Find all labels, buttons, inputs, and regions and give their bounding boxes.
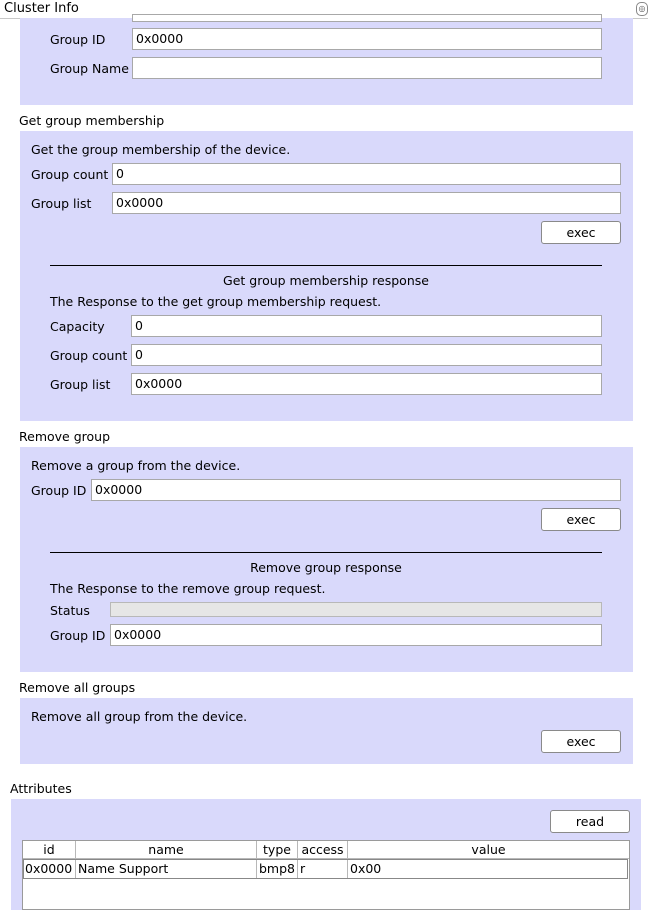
remove-group-id-input[interactable]: 0x0000 <box>91 479 621 501</box>
detach-icon[interactable]: ◎ <box>636 2 648 16</box>
remove-group-response-title: Remove group response <box>250 560 402 575</box>
status-field <box>110 602 602 617</box>
remove-group-title: Remove group <box>19 429 111 444</box>
remove-all-groups-description: Remove all group from the device. <box>31 709 248 724</box>
divider <box>50 552 602 553</box>
group-id-label: Group ID <box>50 32 106 47</box>
remove-all-groups-title: Remove all groups <box>19 680 136 695</box>
row-id-cell: 0x0000 <box>23 860 76 878</box>
response-group-count-input[interactable]: 0 <box>131 344 602 366</box>
partial-field[interactable] <box>132 14 602 22</box>
row-type-cell: bmp8 <box>257 860 298 878</box>
column-header-name[interactable]: name <box>76 841 257 859</box>
read-button[interactable]: read <box>550 810 630 833</box>
group-name-input[interactable] <box>132 57 602 79</box>
group-list-input[interactable]: 0x0000 <box>112 192 621 214</box>
get-group-membership-exec-button[interactable]: exec <box>541 221 621 244</box>
attributes-table <box>22 840 630 910</box>
row-name-cell: Name Support <box>76 860 257 878</box>
response-group-id-label: Group ID <box>50 628 106 643</box>
column-header-id[interactable]: id <box>23 841 76 859</box>
capacity-input[interactable]: 0 <box>131 315 602 337</box>
get-group-membership-description: Get the group membership of the device. <box>31 142 291 157</box>
response-group-list-label: Group list <box>50 377 111 392</box>
remove-group-description: Remove a group from the device. <box>31 458 241 473</box>
response-group-list-input[interactable]: 0x0000 <box>131 373 602 395</box>
status-label: Status <box>50 603 90 618</box>
divider <box>50 265 602 266</box>
row-access-cell: r <box>298 860 348 878</box>
get-group-membership-response-title: Get group membership response <box>223 273 429 288</box>
capacity-label: Capacity <box>50 319 105 334</box>
response-group-count-label: Group count <box>50 348 128 363</box>
group-id-input[interactable]: 0x0000 <box>132 28 602 50</box>
remove-group-exec-button[interactable]: exec <box>541 508 621 531</box>
row-value-cell: 0x00 <box>350 861 382 876</box>
group-name-label: Group Name <box>50 61 129 76</box>
column-header-access[interactable]: access <box>298 841 348 859</box>
group-count-input[interactable]: 0 <box>112 163 621 185</box>
group-list-label: Group list <box>31 196 92 211</box>
remove-all-groups-exec-button[interactable]: exec <box>541 730 621 753</box>
remove-group-id-label: Group ID <box>31 483 87 498</box>
group-count-label: Group count <box>31 167 109 182</box>
get-group-membership-response-description: The Response to the get group membership request. <box>50 294 382 309</box>
window-title: Cluster Info <box>4 1 79 16</box>
get-group-membership-title: Get group membership <box>19 113 165 128</box>
response-group-id-input[interactable]: 0x0000 <box>110 624 602 646</box>
column-header-value[interactable]: value <box>348 841 629 859</box>
attributes-title: Attributes <box>10 781 72 796</box>
column-header-type[interactable]: type <box>257 841 298 859</box>
remove-group-response-description: The Response to the remove group request. <box>50 581 326 596</box>
